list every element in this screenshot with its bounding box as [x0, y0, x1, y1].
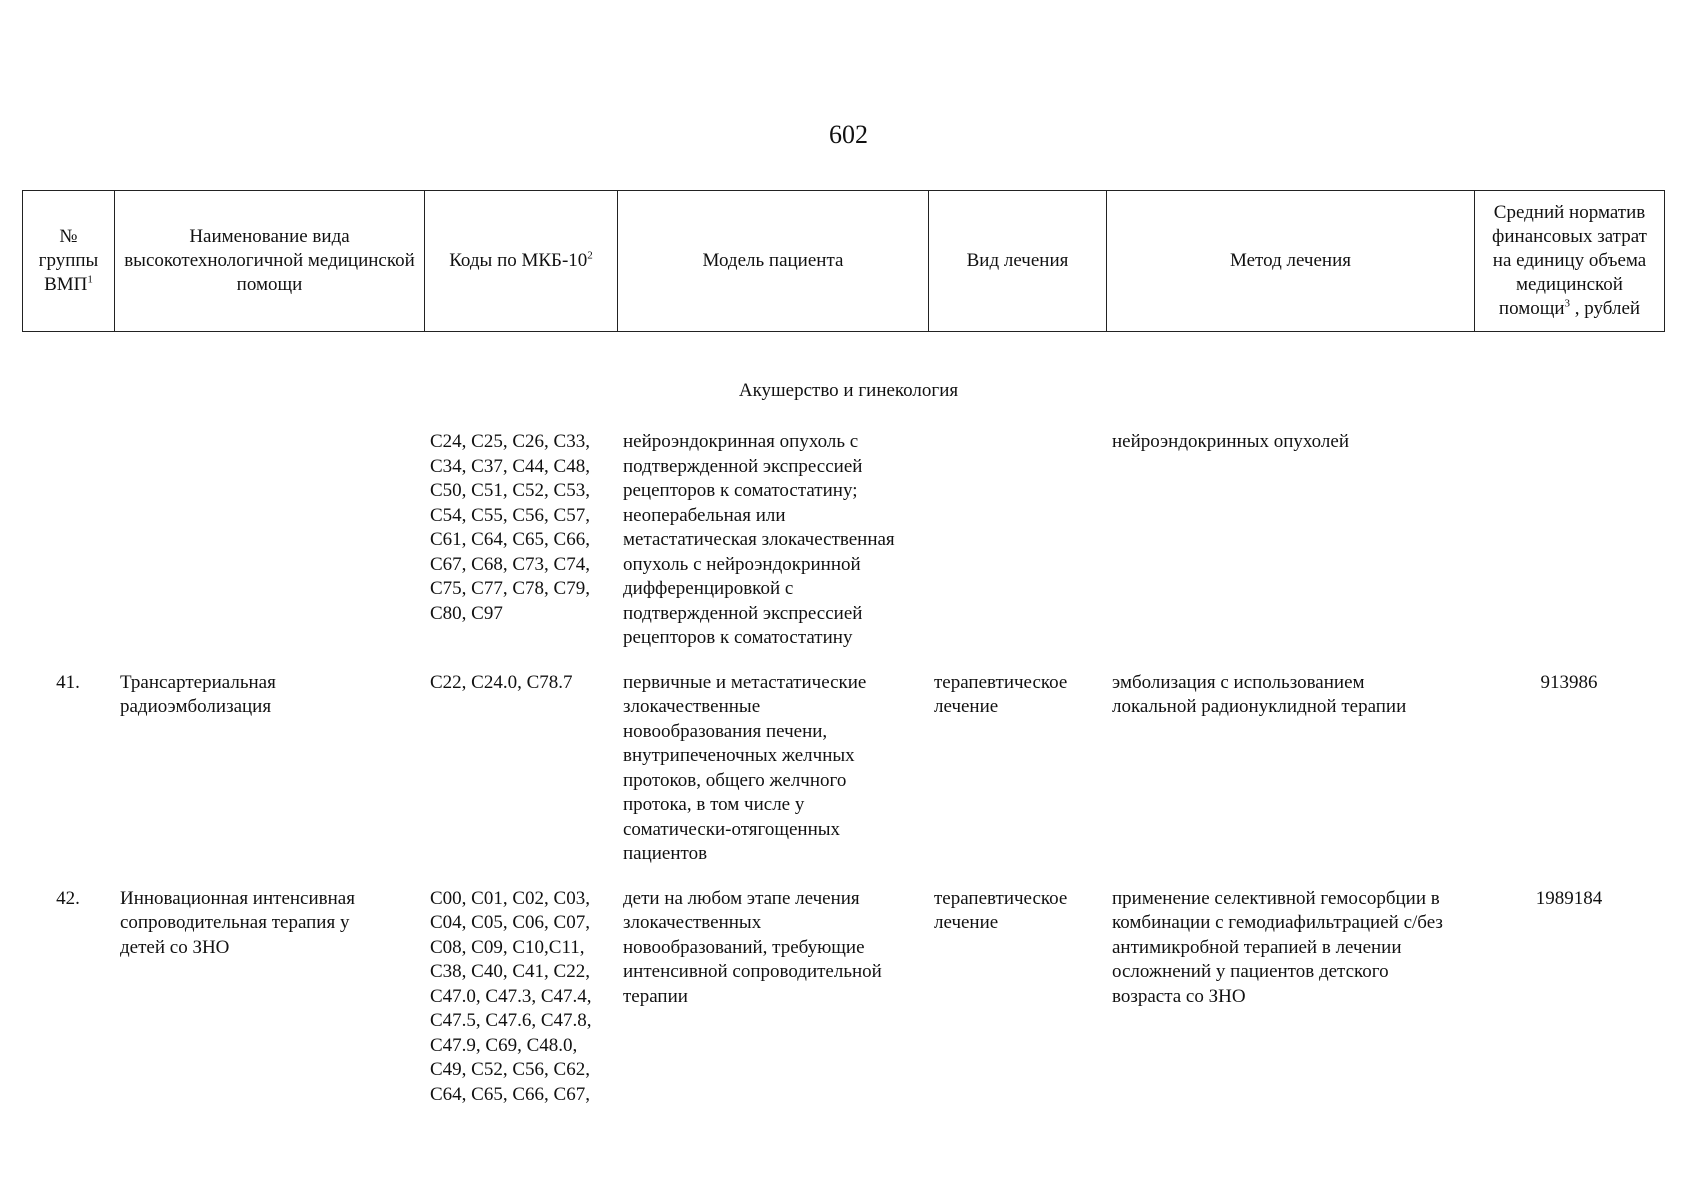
cell-group-number: 41. — [56, 671, 80, 693]
footnote-ref-3: 3 — [1564, 297, 1571, 310]
cell-care-name: Трансартериальная радиоэмболизация — [120, 671, 276, 717]
section-title: Акушерство и гинекология — [738, 380, 959, 401]
cell-care-name: Инновационная интенсивная сопроводительная терапия у детей со ЗНО — [120, 887, 355, 958]
cell-group-number — [22, 430, 114, 671]
cell-group-number: 42. — [56, 887, 80, 909]
cell-average-cost — [1474, 430, 1664, 671]
header-treatment-type: Вид лечения — [929, 191, 1107, 332]
cell-icd-codes: С24, С25, С26, С33, С34, С37, С44, С48, С50, С51, С52, С53, С54, С55, С56, С57, С61, С64, С65, С66, С67, С68, С73, С74, С75, С77, С78, С79, С80, С97 — [430, 431, 590, 624]
header-average-cost-suffix: , рублей — [1570, 298, 1641, 319]
cell-treatment-method: эмболизация с использованием локальной радионуклидной терапии — [1112, 671, 1407, 717]
table-body — [22, 430, 1664, 1127]
cell-average-cost: 1989184 — [1535, 887, 1603, 909]
header-group-number-line3: ВМП — [44, 274, 88, 295]
header-group-number-line1: № — [59, 226, 78, 247]
cell-treatment-method: применение селективной гемосорбции в комбинации с гемодиафильтрацией с/без антимикробной терапией в лечении осложнений у пациентов детского возраста со ЗНО — [1112, 887, 1443, 1007]
page-number: 602 — [829, 120, 868, 149]
header-patient-model: Модель пациента — [618, 191, 929, 332]
cell-average-cost: 913986 — [1540, 671, 1598, 693]
table-row — [22, 671, 1664, 887]
table-row — [22, 887, 1664, 1128]
cell-care-name — [114, 430, 424, 671]
footnote-ref-1: 1 — [87, 273, 93, 286]
cell-icd-codes: С00, С01, С02, С03, С04, С05, С06, С07, С08, С09, С10,С11, С38, С40, С41, С22, С47.0, С47.3, С47.4, С47.5, С47.6, С47.8, С47.9, С69, С48.0, С49, С52, С56, С62, С64, С65, С66, С67, — [430, 887, 592, 1105]
header-icd-codes-text: Коды по МКБ-10 — [449, 250, 588, 271]
cell-treatment-type: терапевтическое лечение — [934, 887, 1068, 933]
header-average-cost — [1475, 191, 1665, 332]
cell-patient-model: нейроэндокринная опухоль с подтвержденной экспрессией рецепторов к соматостатину; неоперабельная или метастатическая злокачественная опухоль с нейроэндокринной дифференцировкой с подтвержденной экспрессией рецепторов к соматостатину — [623, 431, 895, 648]
header-treatment-method: Метод лечения — [1107, 191, 1475, 332]
table-row — [22, 430, 1664, 671]
footnote-ref-2: 2 — [587, 249, 593, 262]
table-header — [22, 190, 1665, 332]
cell-treatment-type — [928, 430, 1106, 671]
cell-patient-model: дети на любом этапе лечения злокачественных новообразований, требующие интенсивной сопроводительной терапии — [623, 887, 882, 1007]
cell-treatment-type: терапевтическое лечение — [934, 671, 1068, 717]
header-row — [23, 191, 1665, 332]
header-icd-codes — [425, 191, 618, 332]
cell-patient-model: первичные и метастатические злокачественные новообразования печени, внутрипеченочных желчных протоков, общего желчного протока, в том числе у соматически-отягощенных пациентов — [623, 671, 867, 864]
header-average-cost-text: Средний норматив финансовых затрат на единицу объема медицинской помощи — [1492, 202, 1647, 319]
header-group-number-line2: группы — [38, 250, 99, 271]
cell-icd-codes: С22, С24.0, С78.7 — [430, 671, 573, 693]
cell-treatment-method: нейроэндокринных опухолей — [1112, 431, 1350, 452]
header-care-name: Наименование вида высокотехнологичной медицинской помощи — [115, 191, 425, 332]
header-group-number — [23, 191, 115, 332]
